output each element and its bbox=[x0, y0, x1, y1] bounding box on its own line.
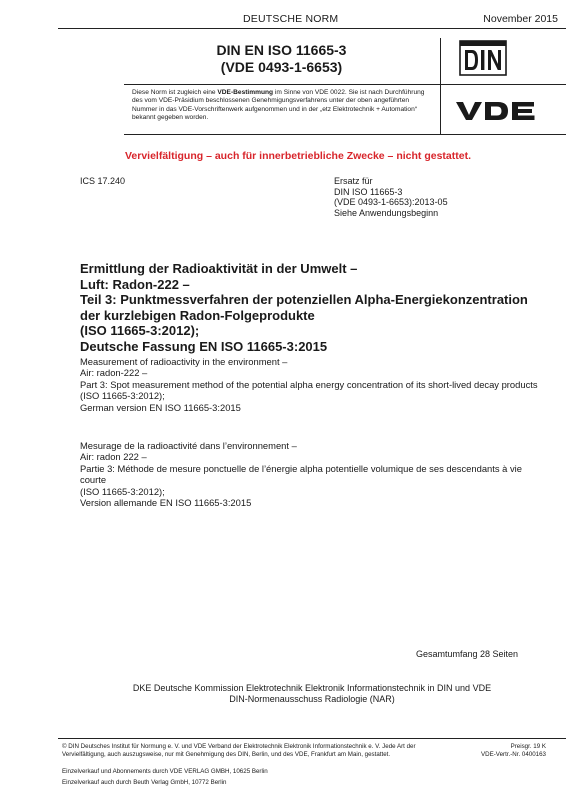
vertical-divider bbox=[440, 38, 441, 134]
title-german bbox=[80, 261, 540, 355]
committee-nar: DIN-Normenausschuss Radiologie (NAR) bbox=[229, 694, 395, 704]
title-german-line: (ISO 11665-3:2012); bbox=[80, 323, 200, 339]
replaces-block bbox=[334, 176, 448, 218]
footer-rule bbox=[58, 738, 566, 739]
title-german-line: Luft: Radon-222 – bbox=[80, 276, 190, 292]
issue-date: November 2015 bbox=[483, 13, 558, 25]
vde-order-number: VDE-Vertr.-Nr. 0400163 bbox=[481, 750, 546, 758]
title-french-line: Version allemande EN ISO 11665-3:2015 bbox=[80, 497, 252, 509]
title-french-line: Partie 3: Méthode de mesure ponctuelle de l’énergie alpha potentielle volumique de ses descendants à vie courte bbox=[80, 462, 522, 486]
committee-dke: DKE Deutsche Kommission Elektrotechnik Elektronik Informationstechnik in DIN und VDE bbox=[132, 683, 492, 693]
replaces-label: Ersatz für bbox=[334, 176, 373, 186]
title-german-line: Deutsche Fassung EN ISO 11665-3:2015 bbox=[80, 338, 328, 354]
vde-note-text-cont: im Sinne von VDE 0022. Sie ist nach Durchführung des vom VDE-Präsidium beschlossenen Genehmigungsverfahrens unter der oben angeführten Nummer in das VDE-Vorschriftenwerk aufgenommen und in der „etz Elektrotechnik + Automation“ bekannt gegeben worden. bbox=[132, 89, 425, 121]
standard-number-line2: (VDE 0493-1-6653) bbox=[220, 59, 343, 75]
din-logo-box bbox=[447, 38, 519, 80]
title-german-line: Ermittlung der Radioaktivität in der Umwelt – bbox=[80, 261, 358, 276]
title-french bbox=[80, 440, 540, 508]
title-german-line: der kurzlebigen Radon-Folgeprodukte bbox=[80, 307, 315, 323]
header-rule-top bbox=[124, 84, 566, 85]
standard-number-block bbox=[124, 38, 439, 80]
title-french-line: Mesurage de la radioactivité dans l’environnement – bbox=[80, 440, 297, 451]
standard-number-line1: DIN EN ISO 11665-3 bbox=[216, 42, 347, 58]
vde-note-text: Diese Norm ist zugleich eine bbox=[132, 89, 218, 96]
header-rule-bottom bbox=[124, 134, 566, 135]
ics-code: ICS 17.240 bbox=[80, 176, 126, 186]
price-block bbox=[481, 743, 546, 758]
sales-note-beuth: Einzelverkauf auch durch Beuth Verlag GmbH, 10772 Berlin bbox=[62, 779, 227, 786]
title-english-line: Measurement of radioactivity in the environment – bbox=[80, 356, 288, 367]
vde-note-emphasis: VDE-Bestimmung bbox=[217, 89, 274, 96]
total-pages: Gesamtumfang 28 Seiten bbox=[415, 649, 518, 659]
title-english-line: Part 3: Spot measurement method of the potential alpha energy concentration of its short-lived decay products bbox=[80, 378, 538, 390]
standard-number bbox=[124, 42, 439, 76]
title-french-line: (ISO 11665-3:2012); bbox=[80, 485, 165, 497]
replaced-standard: DIN ISO 11665-3 bbox=[334, 186, 403, 197]
committee-block bbox=[58, 683, 566, 705]
page-header bbox=[58, 10, 566, 29]
vde-logo bbox=[452, 100, 544, 122]
title-english-line: German version EN ISO 11665-3:2015 bbox=[80, 401, 241, 413]
din-logo bbox=[459, 40, 507, 76]
reproduction-warning: Vervielfältigung – auch für innerbetriebliche Zwecke – nicht gestattet. bbox=[124, 150, 471, 162]
title-english-line: Air: radon-222 – bbox=[80, 367, 148, 379]
title-french-line: Air: radon 222 – bbox=[80, 451, 147, 463]
copyright-notice: © DIN Deutsches Institut für Normung e. V. und VDE Verband der Elektrotechnik Elektronik Informationstechnik e. V. Jede Art der Vervielfältigung, auch auszugsweise, nur mit Genehmigung des DIN, Berlin, und des VDE, Frankfurt am Main, gestattet. bbox=[62, 743, 416, 758]
title-english bbox=[80, 356, 540, 413]
application-note: Siehe Anwendungsbeginn bbox=[334, 207, 439, 218]
vde-note bbox=[132, 89, 432, 122]
replaced-standard-vde: (VDE 0493-1-6653):2013-05 bbox=[334, 197, 448, 208]
title-german-line: Teil 3: Punktmessverfahren der potenziellen Alpha-Energiekonzentration bbox=[80, 292, 528, 308]
price-group: Preisgr. 19 K bbox=[510, 743, 546, 750]
document-type: DEUTSCHE NORM bbox=[243, 13, 339, 25]
title-english-line: (ISO 11665-3:2012); bbox=[80, 390, 165, 402]
sales-note-vde: Einzelverkauf und Abonnements durch VDE VERLAG GMBH, 10625 Berlin bbox=[62, 768, 268, 775]
